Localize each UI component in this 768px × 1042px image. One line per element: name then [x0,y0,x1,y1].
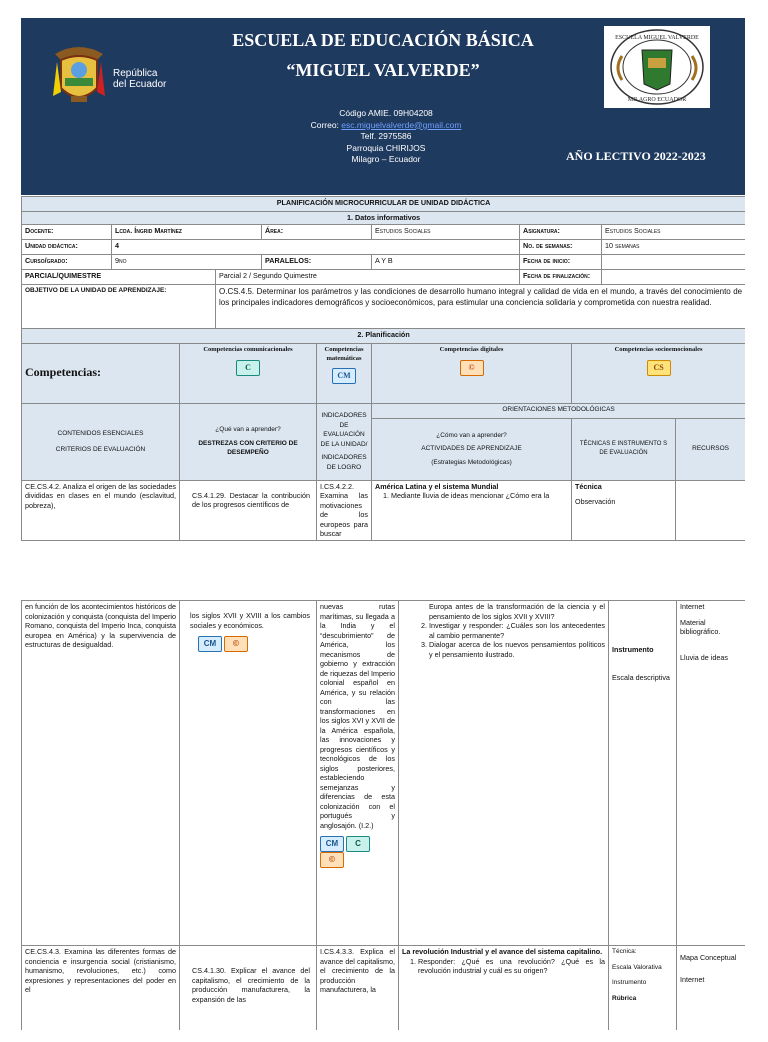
school-year: AÑO LECTIVO 2022-2023 [566,149,706,163]
indicadores-header: INDICADORES DE EVALUACIÓN DE LA UNIDAD/ INDICADORES DE LOGRO [317,403,372,480]
page-gap [0,588,768,600]
plan-title: PLANIFICACIÓN MICROCURRICULAR DE UNIDAD DIDÁCTICA [22,197,746,212]
tecnicas-header: TÉCNICAS E INSTRUMENTO S DE EVALUACIÓN [572,418,676,480]
inicio-label: Fecha de inicio: [520,254,602,269]
row1-indicador: I.CS.4.2.2. Examina las motivaciones de los europeos para buscar [317,480,372,540]
section1-title: 1. Datos informativos [22,212,746,225]
school-logo [604,26,710,108]
c-icon: C [346,836,370,852]
contenidos-header: CONTENIDOS ESENCIALES CRITERIOS DE EVALUACIÓN [22,403,180,480]
comp-socioemocionales: Competencias socioemocionales CS [572,343,746,403]
school-title-line2: “MIGUEL VALVERDE” [286,60,480,80]
row1b-indicador: nuevas rutas marítimas, su llegada a la India y el “descubrimiento” de América, los mecanismos de gobierno y extracción de riquezas del Imperio colonial español en América, y su relación con las transformaciones en los siglos XVI y XVII de la América española, las innovaciones y progresos científicos y tecnológicos de los siglos posteriores, estableciendo semejanzas y diferencias de esta colonización con el portugués y anglosajón. (I.2.) CM C © [317,601,399,946]
ecuador-seal-icon [51,40,107,110]
orientaciones-header: ORIENTACIONES METODOLÓGICAS [372,403,746,418]
destrezas-header: ¿Qué van a aprender? DESTREZAS CON CRITERIO DE DESEMPEÑO [180,403,317,480]
row1-criterio: CE.CS.4.2. Analiza el origen de las sociedades divididas en clases en el mundo (esclavitud, pobreza), [22,480,180,540]
row1b-destreza: los siglos XVII y XVIII a los cambios sociales y económicos. CM © [180,601,317,946]
c-icon: C [236,360,260,376]
row1-actividades: América Latina y el sistema Mundial 1. Mediante lluvia de ideas mencionar ¿Cómo era la [372,480,572,540]
parish: Parroquia CHIRIJOS [346,142,426,153]
row2-destreza: CS.4.1.30. Explicar el avance del capitalismo, el crecimiento de la producción manufacturera, la expansión de las [180,946,317,1031]
cs-icon: CS [647,360,671,376]
row2-criterio: CE.CS.4.3. Examina las diferentes formas de conciencia e insurgencia social (cristianismo, humanismo, revoluciones, etc.) como expresiones y representaciones del poder en el [22,946,180,1031]
plan-table-continued [21,600,745,1030]
unidad-value: 4 [112,239,520,254]
email-link[interactable]: esc.miguelvalverde@gmail.com [341,119,462,130]
row1-destreza: CS.4.1.29. Destacar la contribución de los progresos científicos de [180,480,317,540]
row1b-criterio: en función de los acontecimientos históricos de colonización y conquista (conquista del Imperio Romano, conquista del Imperio Inca, conquista europea en América) y la supervivencia de estructuras de desigualdad. [22,601,180,946]
cm-icon: CM [332,368,356,384]
city: Milagro – Ecuador [351,154,421,164]
comp-digitales: Competencias digitales © [372,343,572,403]
monitor-icon: © [460,360,484,376]
row1-tecnicas: Técnica Observación [572,480,676,540]
email-line: Correo: esc.miguelvalverde@gmail.com [310,119,462,130]
asignatura-value: Estudios Sociales [602,224,746,239]
row2-actividades: La revolución Industrial y el avance del sistema capitalino. 1. Responder: ¿Qué es una revolución? ¿Qué es la revolución industrial y cuál es su origen? [399,946,609,1031]
monitor-icon: © [224,636,248,652]
parcial-value: Parcial 2 / Segundo Quimestre [216,269,520,284]
row2-indicador: I.CS.4.3.3. Explica el avance del capitalismo, el crecimiento de la producción manufacturera, la [317,946,399,1031]
semanas-label: No. de semanas: [520,239,602,254]
paralelos-label: PARALELOS: [262,254,372,269]
school-contact [271,108,501,166]
docente-label: Docente: [22,224,112,239]
comp-matematicas: Competencias matemáticas CM [317,343,372,403]
phone: Telf. 2975586 [360,131,412,141]
school-title-line1: ESCUELA DE EDUCACIÓN BÁSICA [232,30,534,50]
svg-text:MILAGRO ECUADOR: MILAGRO ECUADOR [627,97,687,103]
curso-value: 9no [112,254,262,269]
section2-title: 2. Planificación [22,328,746,343]
country-label: República del Ecuador [113,68,167,90]
unidad-label: Unidad didáctica: [22,239,112,254]
objetivo-label: OBJETIVO DE LA UNIDAD DE APRENDIZAJE: [22,284,216,328]
cm-icon: CM [198,636,222,652]
objetivo-value: O.CS.4.5. Determinar los parámetros y las condiciones de desarrollo humano integral y calidad de vida en el mundo, a través del conocimiento de los principales indicadores demográficos y socioeconómicos, para estimular una conciencia solidaria y comprometida con nuestra realidad. [216,284,746,328]
semanas-value: 10 semanas [602,239,746,254]
row2-recursos: Mapa Conceptual Internet [677,946,746,1031]
docente-value: Lcda. Íngrid Martínez [112,224,262,239]
curso-label: Curso/grado: [22,254,112,269]
area-label: Área: [262,224,372,239]
page-2 [21,600,745,1030]
competencias-label: Competencias: [22,343,180,403]
row1b-tecnicas: Instrumento Escala descriptiva [609,601,677,946]
plan-table [21,196,745,541]
parcial-label: PARCIAL/QUIMESTRE [22,269,216,284]
row1b-actividades: Europa antes de la transformación de la ciencia y el pensamiento de los siglos XVII y XVIII? 2. Investigar y responder: ¿Cuáles son los antecedentes al cambio permanente? 3. Dialogar acerca de los nuevos pensamientos políticos y el pensamiento ilustrado. [399,601,609,946]
actividades-header: ¿Cómo van a aprender? ACTIVIDADES DE APRENDIZAJE (Estrategias Metodológicas) [372,418,572,480]
header-banner [21,18,745,195]
asignatura-label: Asignatura: [520,224,602,239]
amie-code: Código AMIE. 09H04208 [339,108,433,118]
row2-tecnicas: Técnica: Escala Valorativa Instrumento Rúbrica [609,946,677,1031]
row1-recursos [676,480,746,540]
inicio-value [602,254,746,269]
monitor-icon: © [320,852,344,868]
paralelos-value: A Y B [372,254,520,269]
fin-value [602,269,746,284]
cm-icon: CM [320,836,344,852]
fin-label: Fecha de finalización: [520,269,602,284]
row1b-recursos: Internet Material bibliográfico. Lluvia de ideas [677,601,746,946]
area-value: Estudios Sociales [372,224,520,239]
recursos-header: RECURSOS [676,418,746,480]
svg-text:ESCUELA MIGUEL VALVERDE: ESCUELA MIGUEL VALVERDE [615,35,699,41]
comp-comunicacionales: Competencias comunicacionales C [180,343,317,403]
